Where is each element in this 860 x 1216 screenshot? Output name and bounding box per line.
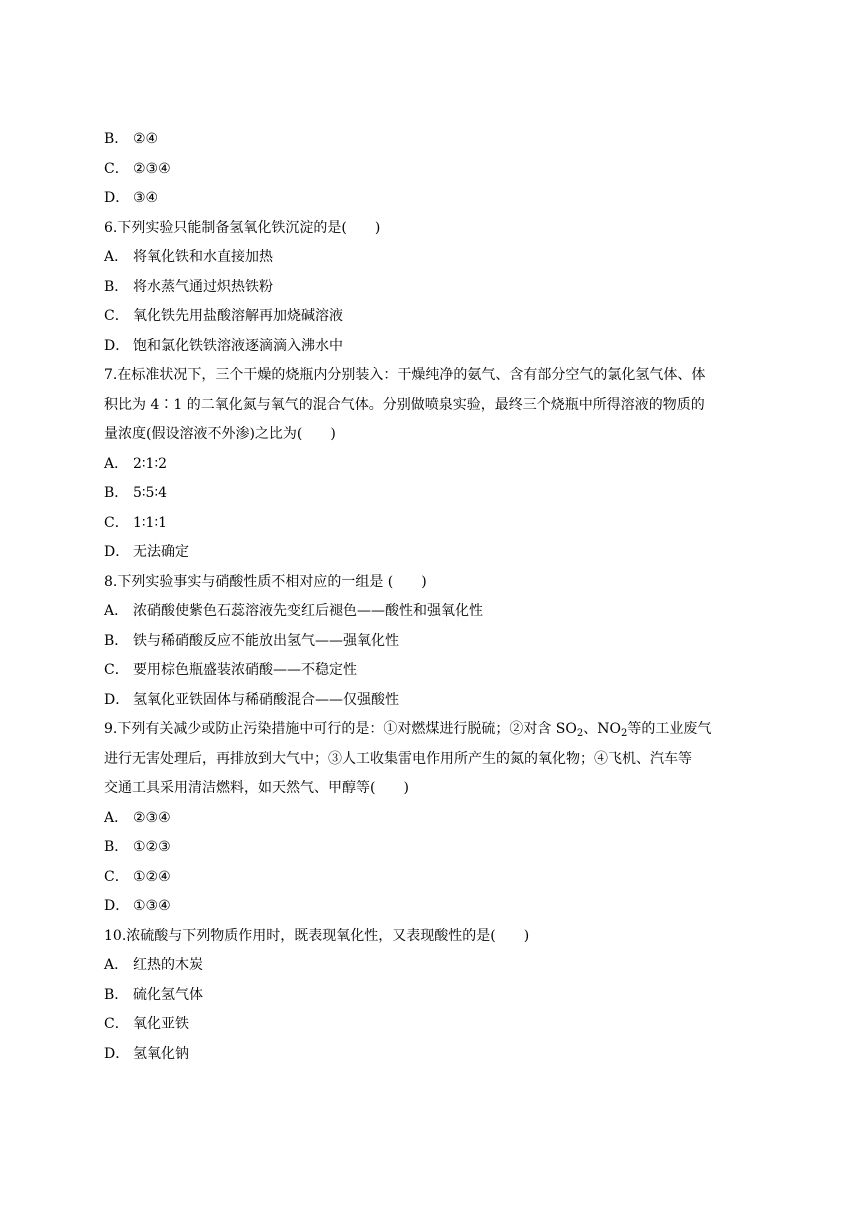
question-stem-line: 进行无害处理后，再排放到大气中；③人工收集雷电作用所产生的氮的氧化物；④飞机、汽车等: [104, 750, 692, 767]
option-a: A． ②③④: [104, 809, 171, 826]
question-stem-line: 交通工具采用清洁燃料，如天然气、甲醇等( ): [104, 780, 409, 796]
question-stem-line: 9.下列有关减少或防止污染措施中可行的是：①对燃煤进行脱硫；②对含 $SO_2$、$NO_2$等的工业废气: [104, 721, 712, 739]
option-a: A． 将氧化铁和水直接加热: [104, 249, 273, 265]
option-d: D． ①③④: [104, 898, 171, 914]
question-5-options: [104, 125, 756, 214]
question-stem-line: 7.在标准状况下，三个干燥的烧瓶内分别装入：干燥纯净的氨气、含有部分空气的氯化氢气体、体: [104, 367, 706, 383]
option-c: C． 氧化铁先用盐酸溶解再加烧碱溶液: [104, 308, 343, 324]
exam-page: [104, 125, 756, 1069]
option-b: B． 硫化氢气体: [104, 986, 203, 1003]
option-c: C． ②③④: [104, 160, 171, 177]
option-d: D． 无法确定: [104, 544, 189, 560]
option-d: D． ③④: [104, 190, 159, 206]
option-b: B． ①②③: [104, 839, 171, 855]
question-stem: 6.下列实验只能制备氢氧化铁沉淀的是( ): [104, 219, 381, 236]
option-c: C． ①②④: [104, 868, 171, 885]
option-b: B． ②④: [104, 131, 159, 147]
question-7: [104, 361, 756, 568]
question-stem: 8.下列实验事实与硝酸性质不相对应的一组是 ( ): [104, 573, 427, 590]
question-8: [104, 568, 756, 716]
option-c: C． 1∶1∶1: [104, 514, 168, 531]
option-b: B． 将水蒸气通过炽热铁粉: [104, 278, 273, 295]
question-stem: 10.浓硫酸与下列物质作用时，既表现氧化性，又表现酸性的是( ): [104, 927, 530, 944]
question-stem-line: 积比为 4∶1 的二氧化氮与氧气的混合气体。分别做喷泉实验，最终三个烧瓶中所得溶液的物质的: [104, 396, 705, 413]
question-6: [104, 214, 756, 362]
option-d: D． 氢氧化钠: [104, 1045, 189, 1062]
option-d: D． 饱和氯化铁铁溶液逐滴滴入沸水中: [104, 337, 343, 354]
option-a: A． 2∶1∶2: [104, 455, 168, 472]
option-b: B． 5∶5∶4: [104, 485, 168, 501]
option-d: D． 氢氧化亚铁固体与稀硝酸混合——仅强酸性: [104, 691, 399, 708]
question-10: [104, 922, 756, 1070]
question-stem-line: 量浓度(假设溶液不外渗)之比为( ): [104, 426, 336, 442]
option-c: C． 氧化亚铁: [104, 1016, 189, 1032]
option-a: A． 浓硝酸使紫色石蕊溶液先变红后褪色——酸性和强氧化性: [104, 603, 483, 619]
option-a: A． 红热的木炭: [104, 957, 203, 973]
option-b: B． 铁与稀硝酸反应不能放出氢气——强氧化性: [104, 632, 399, 649]
option-c: C． 要用棕色瓶盛装浓硝酸——不稳定性: [104, 662, 357, 678]
question-9: [104, 715, 756, 922]
